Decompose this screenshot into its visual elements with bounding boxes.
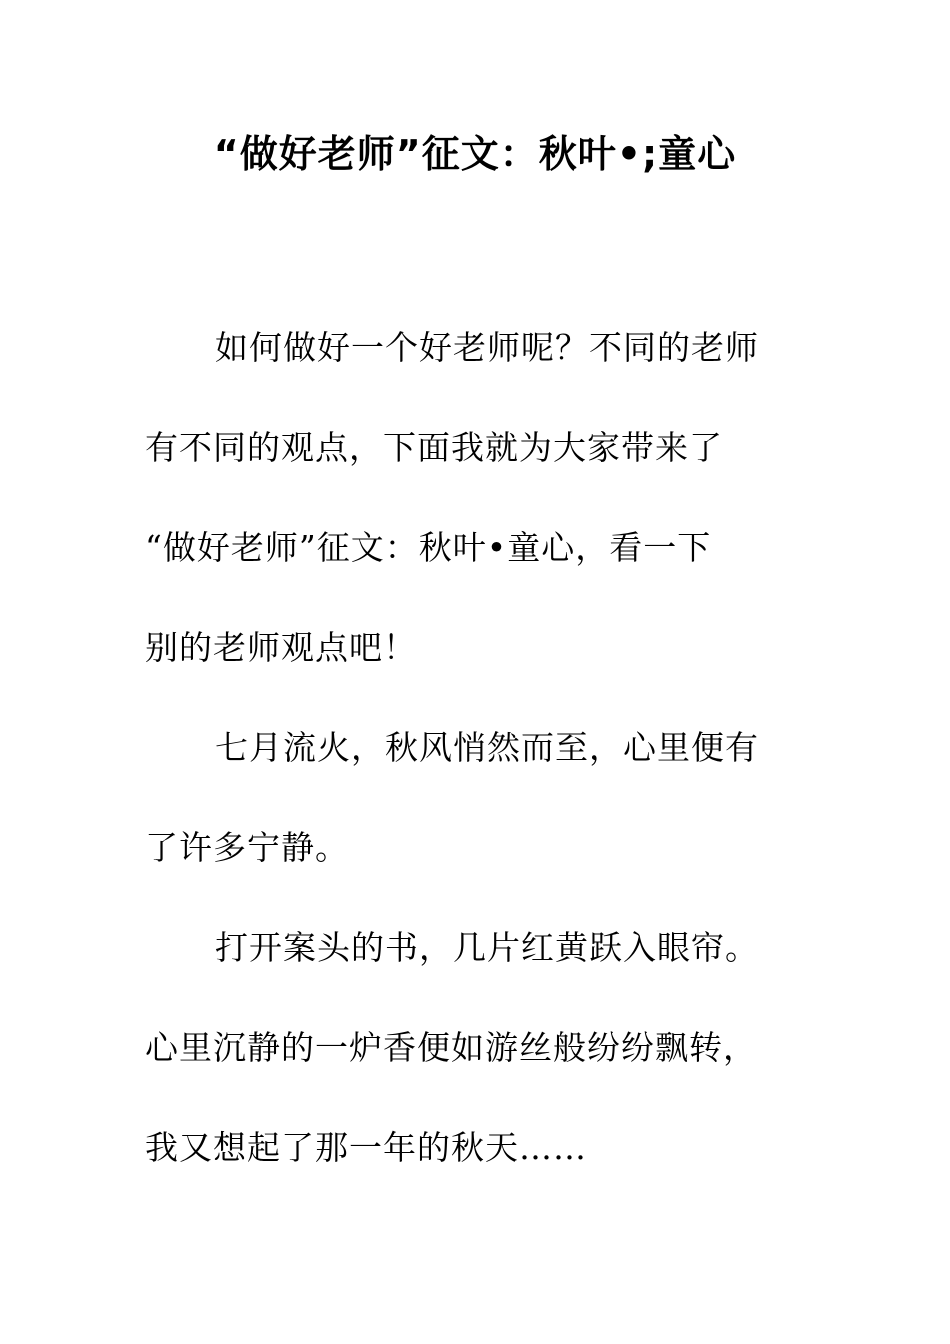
body-line-8: 心里沉静的一炉香便如游丝般纷纷飘转， [145, 1028, 757, 1067]
body-line-6: 了许多宁静。 [145, 828, 349, 867]
body-line-9: 我又想起了那一年的秋天…… [145, 1128, 587, 1167]
body-line-7: 打开案头的书，几片红黄跃入眼帘。 [215, 928, 759, 967]
body-line-5: 七月流火，秋风悄然而至，心里便有 [215, 728, 759, 767]
document-body [145, 298, 785, 1198]
body-line-3: “做好老师”征文：秋叶•童心，看一下 [145, 528, 712, 567]
document-title: “做好老师”征文：秋叶•;童心 [213, 132, 737, 176]
body-line-4: 别的老师观点吧！ [145, 628, 417, 667]
body-line-1: 如何做好一个好老师呢？不同的老师 [215, 328, 759, 367]
body-line-2: 有不同的观点，下面我就为大家带来了 [145, 428, 723, 467]
